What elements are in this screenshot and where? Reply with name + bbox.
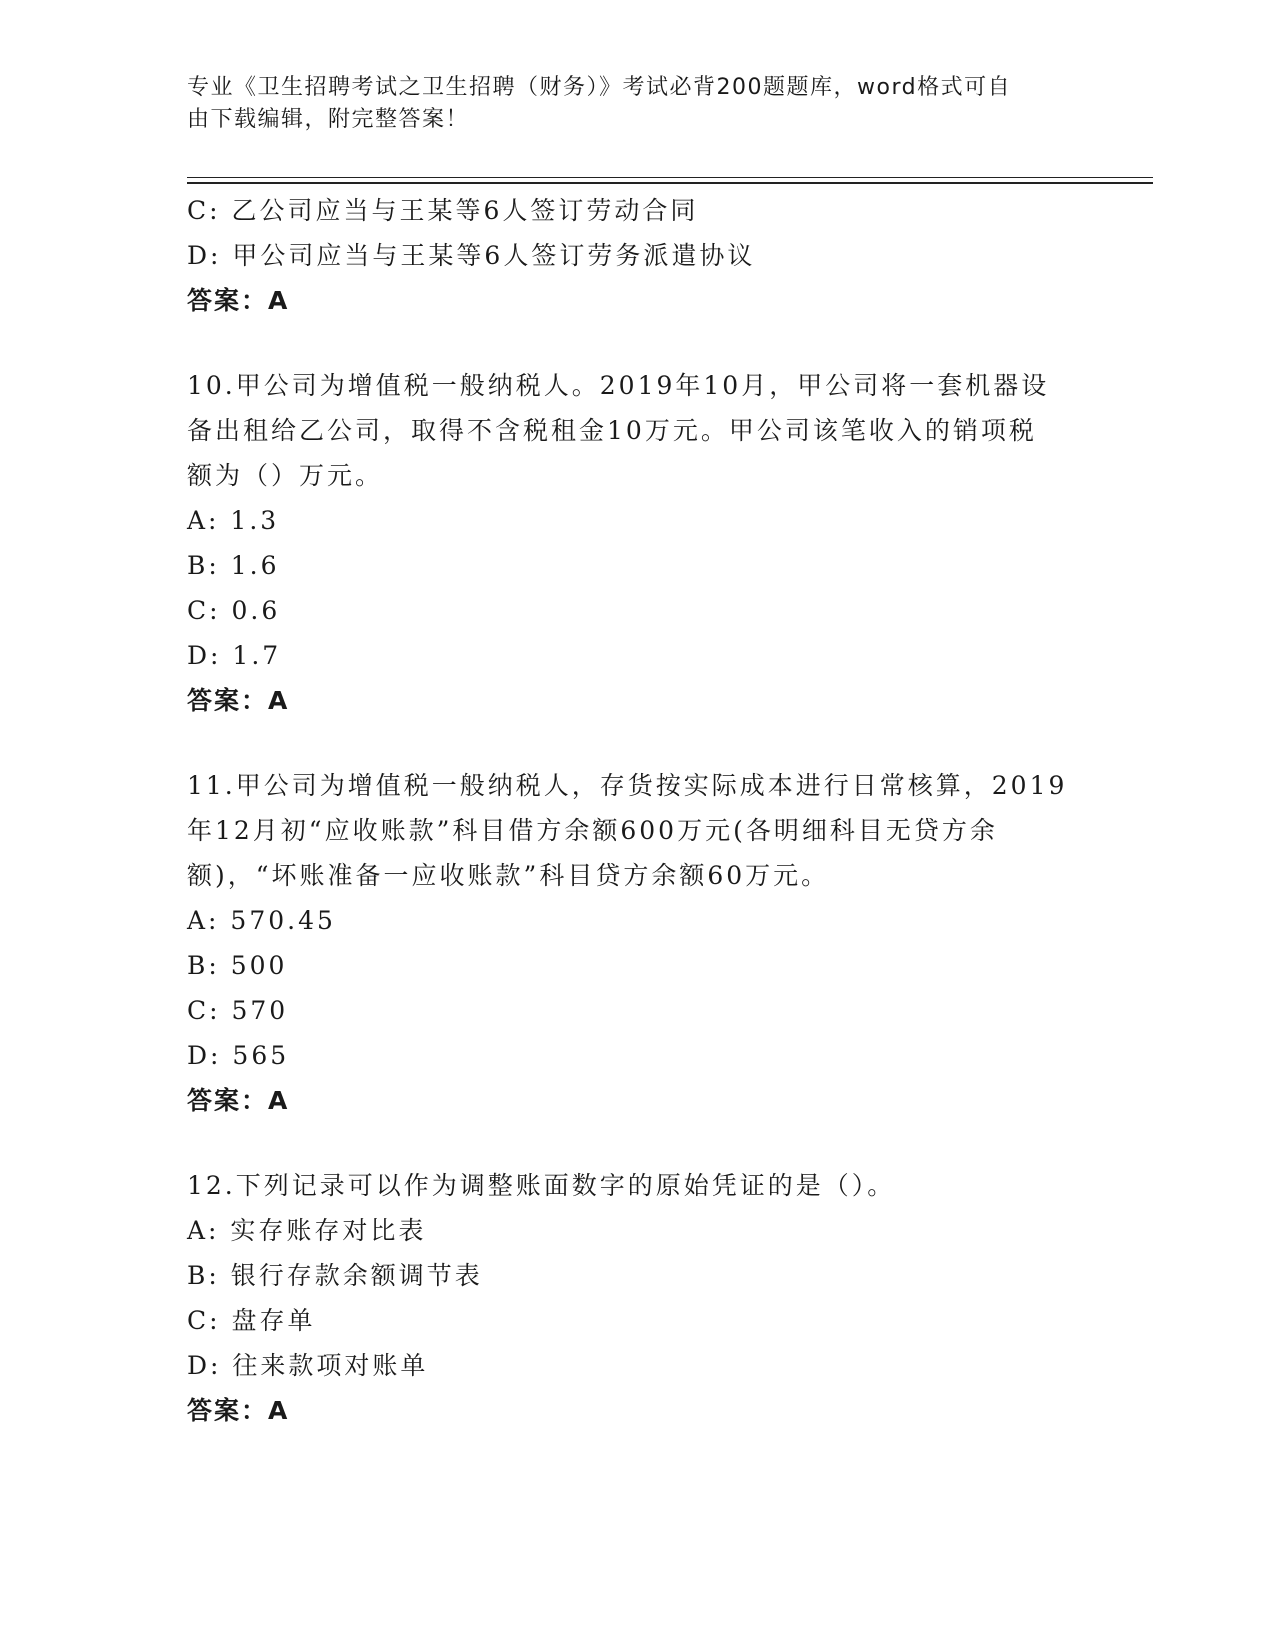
question-list	[187, 188, 1087, 1433]
answer: 答案：A	[187, 1396, 290, 1425]
option-d: D: 往来款项对账单	[187, 1351, 429, 1380]
option-c: C: 乙公司应当与王某等6人签订劳动合同	[187, 196, 699, 225]
option-a: A: 实存账存对比表	[187, 1216, 427, 1245]
answer: 答案：A	[187, 686, 290, 715]
option-a: A: 570.45	[187, 906, 336, 935]
option-d: D: 1.7	[187, 641, 282, 670]
option-a: A: 1.3	[187, 506, 280, 535]
question-stem: 年12月初“应收账款”科目借方余额600万元(各明细科目无贷方余	[187, 816, 998, 845]
question-stem: 备出租给乙公司，取得不含税租金10万元。甲公司该笔收入的销项税	[187, 416, 1037, 445]
header-divider	[187, 182, 1153, 184]
header-divider	[187, 177, 1153, 178]
answer: 答案：A	[187, 1086, 290, 1115]
option-d: D: 甲公司应当与王某等6人签订劳务派遣协议	[187, 241, 756, 270]
option-c: C: 盘存单	[187, 1306, 316, 1335]
option-b: B: 500	[187, 951, 288, 980]
header-line: 由下载编辑，附完整答案！	[187, 107, 470, 132]
question-stem: 11.甲公司为增值税一般纳税人，存货按实际成本进行日常核算，2019	[187, 771, 1068, 800]
option-d: D: 565	[187, 1041, 290, 1070]
option-b: B: 1.6	[187, 551, 280, 580]
question-stem: 额为（）万元。	[187, 461, 384, 490]
header-line: 专业《卫生招聘考试之卫生招聘（财务）》考试必背200题题库，word格式可自	[187, 75, 1012, 100]
option-b: B: 银行存款余额调节表	[187, 1261, 483, 1290]
question-continued	[187, 188, 1087, 323]
question-stem: 10.甲公司为增值税一般纳税人。2019年10月，甲公司将一套机器设	[187, 371, 1050, 400]
option-c: C: 570	[187, 996, 289, 1025]
question-10	[187, 363, 1087, 723]
question-12	[187, 1163, 1087, 1433]
question-stem: 12.下列记录可以作为调整账面数字的原始凭证的是（）。	[187, 1171, 896, 1200]
question-11	[187, 763, 1087, 1123]
answer: 答案：A	[187, 286, 290, 315]
question-stem: 额)，“坏账准备一应收账款”科目贷方余额60万元。	[187, 861, 830, 890]
document-header	[187, 72, 1067, 136]
option-c: C: 0.6	[187, 596, 281, 625]
